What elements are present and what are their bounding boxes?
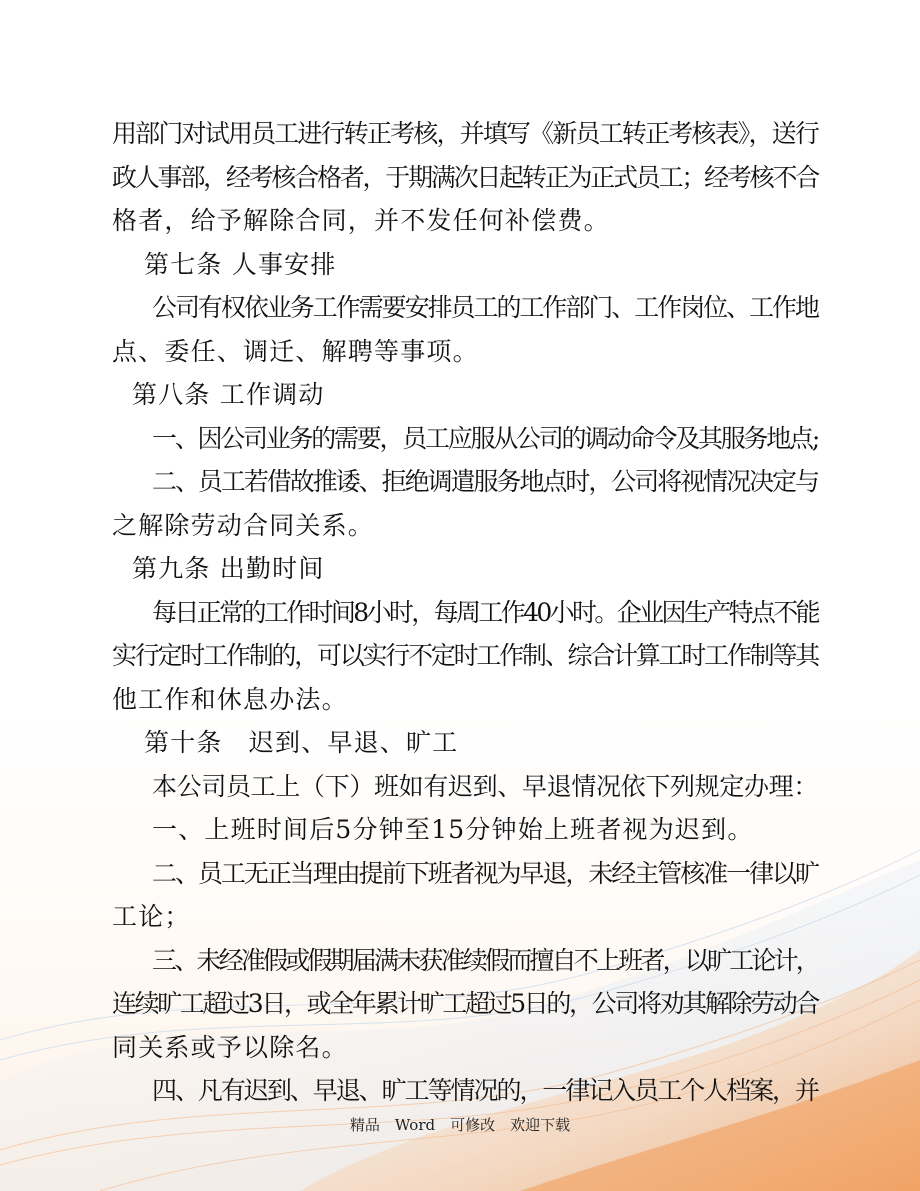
text-line: 公司有权依业务工作需要安排员工的工作部门、工作岗位、工作地	[152, 293, 818, 322]
document-body	[112, 112, 818, 1113]
page-footer: 精品 Word 可修改 欢迎下载	[349, 1116, 571, 1134]
text-line: 二、员工若借故推诿、拒绝调遣服务地点时，公司将视情况决定与	[152, 467, 818, 496]
article-heading-10: 第十条 迟到、早退、旷工	[144, 728, 459, 757]
text-line: 四、凡有迟到、早退、旷工等情况的，一律记入员工个人档案，并	[152, 1076, 818, 1105]
text-line: 之解除劳动合同关系。	[112, 510, 375, 540]
text-line: 同关系或予以除名。	[112, 1032, 348, 1062]
text-line: 政人事部，经考核合格者，于期满次日起转正为正式员工；经考核不合	[112, 162, 818, 192]
text-line: 实行定时工作制的，可以实行不定时工作制、综合计算工时工作制等其	[112, 641, 818, 670]
text-line: 用部门对试用员工进行转正考核，并填写《新员工转正考核表》，送行	[112, 119, 818, 148]
text-line: 他工作和休息办法。	[112, 684, 348, 714]
text-line: 本公司员工上（下）班如有迟到、早退情况依下列规定办理：	[152, 771, 818, 801]
article-heading-8: 第八条 工作调动	[132, 380, 325, 409]
text-line: 一、因公司业务的需要，员工应服从公司的调动命令及其服务地点;	[152, 423, 818, 453]
text-line: 点、委任、调迁、解聘等事项。	[112, 336, 479, 366]
article-heading-9: 第九条 出勤时间	[132, 554, 325, 583]
text-line: 一、上班时间后5分钟至15分钟始上班者视为迟到。	[152, 815, 754, 844]
text-line: 连续旷工超过3日，或全年累计旷工超过5日的，公司将劝其解除劳动合	[112, 989, 818, 1018]
text-line: 格者，给予解除合同，并不发任何补偿费。	[112, 206, 610, 235]
text-line: 二、员工无正当理由提前下班者视为早退，未经主管核准一律以旷	[152, 858, 818, 888]
article-heading-7: 第七条 人事安排	[144, 249, 337, 279]
text-line: 每日正常的工作时间8小时，每周工作40小时。企业因生产特点不能	[152, 597, 818, 627]
text-line: 三、未经准假或假期届满未获准续假而擅自不上班者，以旷工论计，	[152, 945, 818, 975]
text-line: 工论；	[112, 902, 191, 931]
